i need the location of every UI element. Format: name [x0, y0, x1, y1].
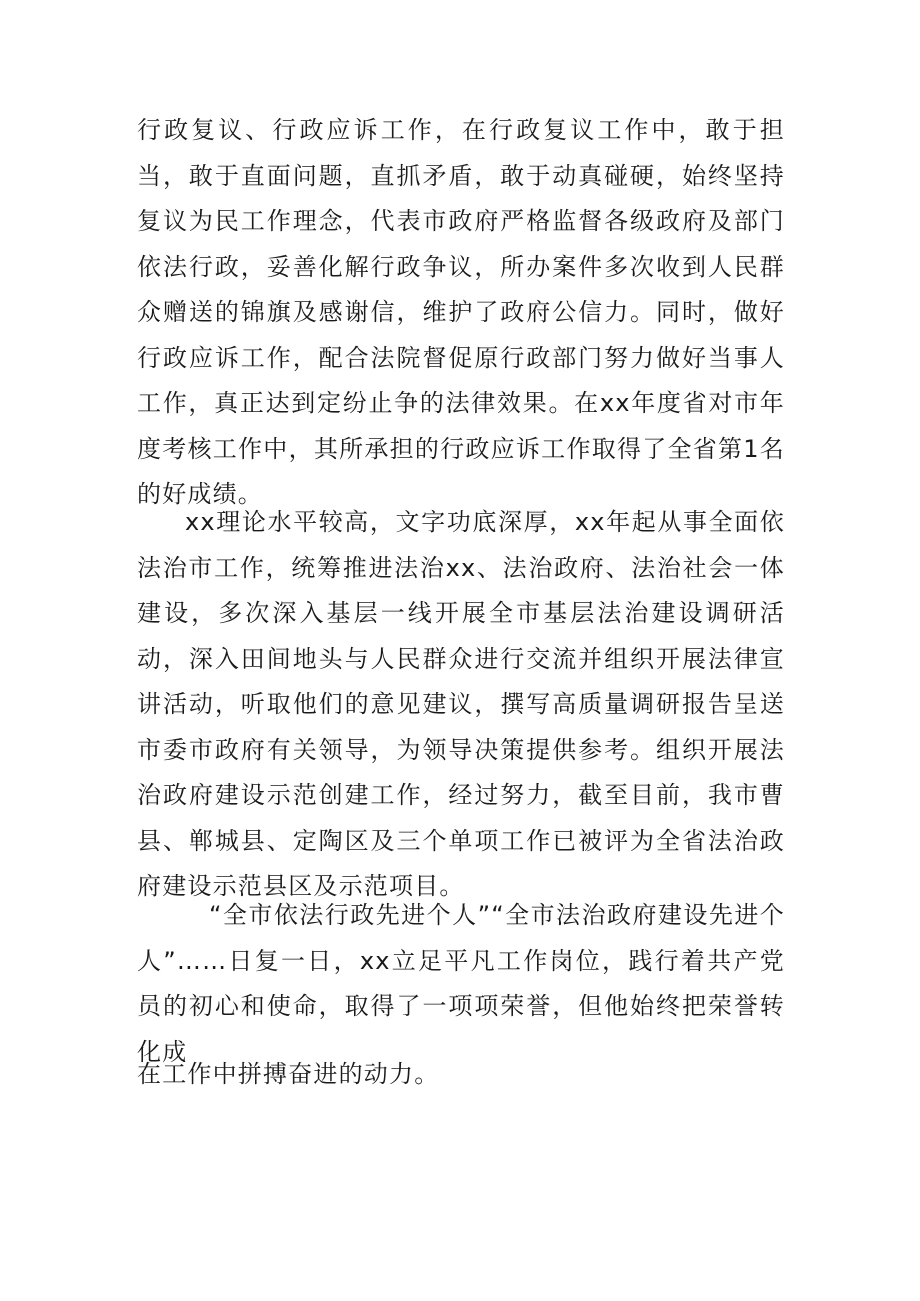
paragraph-2: xx理论水平较高，文字功底深厚，xx年起从事全面依法治市工作，统筹推进法治xx、法治政府、法治社会一体建设，多次深入基层一线开展全市基层法治建设调研活动，深入田间地头与人民群众进行交流并组织开展法律宣讲活动，听取他们的意见建议，撰写高质量调研报告呈送市委市政府有关领导，为领导决策提供参考。组织开展法治政府建设示范创建工作，经过努力，截至目前，我市曹县、郸城县、定陶区及三个单项工作已被评为全省法治政府建设示范县区及示范项目。	[137, 508, 785, 900]
paragraph-3: “全市依法行政先进个人”“全市法治政府建设先进个人”……日复一日，xx立足平凡工作岗位，践行着共产党员的初心和使命，取得了一项项荣誉，但他始终把荣誉转化成	[137, 901, 785, 1066]
paragraph-1: 行政复议、行政应诉工作，在行政复议工作中，敢于担当，敢于直面问题，直抓矛盾，敢于动真碰硬，始终坚持复议为民工作理念，代表市政府严格监督各级政府及部门依法行政，妥善化解行政争议，所办案件多次收到人民群众赠送的锦旗及感谢信，维护了政府公信力。同时，做好行政应诉工作，配合法院督促原行政部门努力做好当事人工作，真正达到定纷止争的法律效果。在xx年度省对市年度考核工作中，其所承担的行政应诉工作取得了全省第1名的好成绩。	[137, 116, 785, 508]
paragraph-4: 在工作中拼搏奋进的动力。	[137, 1060, 440, 1088]
